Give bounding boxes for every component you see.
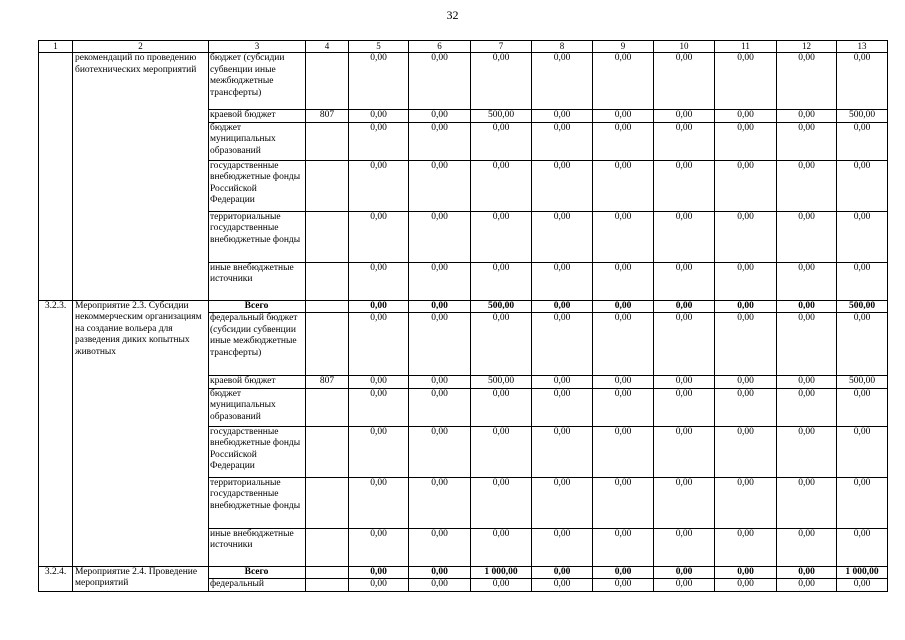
amount-col-6: 0,00 xyxy=(409,313,471,376)
table-body xyxy=(39,53,888,592)
amount-col-13: 500,00 xyxy=(837,376,888,389)
funding-source: краевой бюджет xyxy=(209,376,306,389)
amount-col-5: 0,00 xyxy=(349,426,409,477)
amount-col-10: 0,00 xyxy=(654,262,715,300)
page-number: 32 xyxy=(446,8,459,22)
amount-col-5: 0,00 xyxy=(349,122,409,160)
budget-code xyxy=(306,566,349,579)
amount-col-12: 0,00 xyxy=(777,110,837,123)
funding-source: бюджет (субсидии субвенции иные межбюджетные трансферты) xyxy=(209,53,306,110)
item-name: рекомендаций по проведению биотехнических мероприятий xyxy=(73,53,209,301)
amount-col-5: 0,00 xyxy=(349,579,409,592)
amount-col-13: 500,00 xyxy=(837,110,888,123)
amount-col-10: 0,00 xyxy=(654,313,715,376)
funding-source: иные внебюджетные источники xyxy=(209,528,306,566)
amount-col-7: 500,00 xyxy=(471,110,532,123)
amount-col-13: 0,00 xyxy=(837,122,888,160)
amount-col-8: 0,00 xyxy=(532,300,593,313)
budget-code xyxy=(306,426,349,477)
amount-col-7: 0,00 xyxy=(471,211,532,262)
amount-col-9: 0,00 xyxy=(593,477,654,528)
amount-col-7: 0,00 xyxy=(471,313,532,376)
funding-source: территориальные государственные внебюджетные фонды xyxy=(209,477,306,528)
amount-col-12: 0,00 xyxy=(777,426,837,477)
amount-col-5: 0,00 xyxy=(349,566,409,579)
amount-col-7: 0,00 xyxy=(471,528,532,566)
amount-col-13: 0,00 xyxy=(837,579,888,592)
amount-col-13: 0,00 xyxy=(837,53,888,110)
amount-col-5: 0,00 xyxy=(349,388,409,426)
amount-col-8: 0,00 xyxy=(532,376,593,389)
amount-col-6: 0,00 xyxy=(409,53,471,110)
column-number-6: 6 xyxy=(409,41,471,53)
amount-col-12: 0,00 xyxy=(777,262,837,300)
column-number-row xyxy=(39,41,888,53)
budget-code xyxy=(306,579,349,592)
amount-col-7: 1 000,00 xyxy=(471,566,532,579)
funding-source: бюджет муниципальных образований xyxy=(209,388,306,426)
item-code xyxy=(39,53,73,301)
column-number-11: 11 xyxy=(715,41,777,53)
amount-col-13: 0,00 xyxy=(837,528,888,566)
amount-col-7: 0,00 xyxy=(471,262,532,300)
amount-col-9: 0,00 xyxy=(593,579,654,592)
amount-col-13: 0,00 xyxy=(837,426,888,477)
amount-col-5: 0,00 xyxy=(349,376,409,389)
amount-col-13: 0,00 xyxy=(837,388,888,426)
table-row xyxy=(39,300,888,313)
budget-code: 807 xyxy=(306,110,349,123)
table-row xyxy=(39,566,888,579)
budget-code xyxy=(306,211,349,262)
amount-col-10: 0,00 xyxy=(654,110,715,123)
amount-col-6: 0,00 xyxy=(409,376,471,389)
amount-col-9: 0,00 xyxy=(593,528,654,566)
amount-col-7: 0,00 xyxy=(471,579,532,592)
amount-col-10: 0,00 xyxy=(654,528,715,566)
amount-col-13: 0,00 xyxy=(837,313,888,376)
amount-col-10: 0,00 xyxy=(654,477,715,528)
amount-col-10: 0,00 xyxy=(654,160,715,211)
column-number-7: 7 xyxy=(471,41,532,53)
amount-col-12: 0,00 xyxy=(777,313,837,376)
amount-col-7: 500,00 xyxy=(471,376,532,389)
amount-col-8: 0,00 xyxy=(532,211,593,262)
amount-col-7: 0,00 xyxy=(471,160,532,211)
amount-col-7: 0,00 xyxy=(471,477,532,528)
amount-col-8: 0,00 xyxy=(532,160,593,211)
column-number-9: 9 xyxy=(593,41,654,53)
amount-col-7: 500,00 xyxy=(471,300,532,313)
amount-col-12: 0,00 xyxy=(777,211,837,262)
amount-col-10: 0,00 xyxy=(654,211,715,262)
amount-col-7: 0,00 xyxy=(471,388,532,426)
amount-col-5: 0,00 xyxy=(349,528,409,566)
amount-col-6: 0,00 xyxy=(409,160,471,211)
amount-col-5: 0,00 xyxy=(349,160,409,211)
amount-col-5: 0,00 xyxy=(349,313,409,376)
amount-col-5: 0,00 xyxy=(349,300,409,313)
amount-col-8: 0,00 xyxy=(532,566,593,579)
amount-col-12: 0,00 xyxy=(777,300,837,313)
amount-col-9: 0,00 xyxy=(593,388,654,426)
amount-col-8: 0,00 xyxy=(532,313,593,376)
item-code: 3.2.4. xyxy=(39,566,73,591)
funding-source: государственные внебюджетные фонды Российской Федерации xyxy=(209,160,306,211)
amount-col-6: 0,00 xyxy=(409,566,471,579)
funding-source: краевой бюджет xyxy=(209,110,306,123)
amount-col-13: 0,00 xyxy=(837,262,888,300)
funding-source: иные внебюджетные источники xyxy=(209,262,306,300)
amount-col-11: 0,00 xyxy=(715,110,777,123)
amount-col-5: 0,00 xyxy=(349,110,409,123)
amount-col-10: 0,00 xyxy=(654,53,715,110)
funding-source: Всего xyxy=(209,566,306,579)
funding-source: Всего xyxy=(209,300,306,313)
amount-col-11: 0,00 xyxy=(715,376,777,389)
amount-col-8: 0,00 xyxy=(532,477,593,528)
amount-col-9: 0,00 xyxy=(593,122,654,160)
column-number-10: 10 xyxy=(654,41,715,53)
table-row xyxy=(39,53,888,110)
amount-col-12: 0,00 xyxy=(777,528,837,566)
amount-col-11: 0,00 xyxy=(715,528,777,566)
item-name: Мероприятие 2.4. Проведение мероприятий xyxy=(73,566,209,591)
column-number-5: 5 xyxy=(349,41,409,53)
amount-col-12: 0,00 xyxy=(777,376,837,389)
amount-col-11: 0,00 xyxy=(715,211,777,262)
funding-source: государственные внебюджетные фонды Российской Федерации xyxy=(209,426,306,477)
budget-code xyxy=(306,53,349,110)
amount-col-11: 0,00 xyxy=(715,313,777,376)
amount-col-5: 0,00 xyxy=(349,211,409,262)
amount-col-13: 0,00 xyxy=(837,477,888,528)
column-number-4: 4 xyxy=(306,41,349,53)
amount-col-10: 0,00 xyxy=(654,388,715,426)
funding-source: бюджет муниципальных образований xyxy=(209,122,306,160)
amount-col-6: 0,00 xyxy=(409,426,471,477)
amount-col-9: 0,00 xyxy=(593,566,654,579)
column-number-2: 2 xyxy=(73,41,209,53)
amount-col-10: 0,00 xyxy=(654,376,715,389)
amount-col-7: 0,00 xyxy=(471,53,532,110)
funding-source: территориальные государственные внебюджетные фонды xyxy=(209,211,306,262)
funding-source: федеральный xyxy=(209,579,306,592)
amount-col-12: 0,00 xyxy=(777,477,837,528)
amount-col-5: 0,00 xyxy=(349,477,409,528)
amount-col-6: 0,00 xyxy=(409,528,471,566)
column-number-8: 8 xyxy=(532,41,593,53)
amount-col-8: 0,00 xyxy=(532,262,593,300)
amount-col-11: 0,00 xyxy=(715,566,777,579)
amount-col-11: 0,00 xyxy=(715,388,777,426)
budget-code xyxy=(306,528,349,566)
amount-col-10: 0,00 xyxy=(654,579,715,592)
budget-code xyxy=(306,160,349,211)
column-number-3: 3 xyxy=(209,41,306,53)
amount-col-12: 0,00 xyxy=(777,122,837,160)
budget-code xyxy=(306,122,349,160)
amount-col-12: 0,00 xyxy=(777,53,837,110)
amount-col-8: 0,00 xyxy=(532,388,593,426)
amount-col-13: 1 000,00 xyxy=(837,566,888,579)
amount-col-10: 0,00 xyxy=(654,426,715,477)
budget-code xyxy=(306,262,349,300)
amount-col-11: 0,00 xyxy=(715,477,777,528)
budget-table xyxy=(38,40,888,592)
amount-col-8: 0,00 xyxy=(532,579,593,592)
amount-col-13: 500,00 xyxy=(837,300,888,313)
amount-col-12: 0,00 xyxy=(777,579,837,592)
amount-col-10: 0,00 xyxy=(654,122,715,160)
amount-col-12: 0,00 xyxy=(777,388,837,426)
amount-col-9: 0,00 xyxy=(593,211,654,262)
amount-col-11: 0,00 xyxy=(715,53,777,110)
column-number-1: 1 xyxy=(39,41,73,53)
amount-col-12: 0,00 xyxy=(777,160,837,211)
amount-col-7: 0,00 xyxy=(471,426,532,477)
amount-col-11: 0,00 xyxy=(715,160,777,211)
amount-col-9: 0,00 xyxy=(593,110,654,123)
amount-col-9: 0,00 xyxy=(593,160,654,211)
amount-col-6: 0,00 xyxy=(409,262,471,300)
amount-col-9: 0,00 xyxy=(593,426,654,477)
column-number-13: 13 xyxy=(837,41,888,53)
amount-col-11: 0,00 xyxy=(715,579,777,592)
amount-col-8: 0,00 xyxy=(532,53,593,110)
amount-col-10: 0,00 xyxy=(654,566,715,579)
amount-col-5: 0,00 xyxy=(349,53,409,110)
amount-col-8: 0,00 xyxy=(532,110,593,123)
amount-col-6: 0,00 xyxy=(409,300,471,313)
amount-col-6: 0,00 xyxy=(409,110,471,123)
amount-col-8: 0,00 xyxy=(532,528,593,566)
amount-col-11: 0,00 xyxy=(715,426,777,477)
amount-col-12: 0,00 xyxy=(777,566,837,579)
amount-col-8: 0,00 xyxy=(532,122,593,160)
amount-col-13: 0,00 xyxy=(837,211,888,262)
budget-code xyxy=(306,477,349,528)
amount-col-7: 0,00 xyxy=(471,122,532,160)
amount-col-6: 0,00 xyxy=(409,579,471,592)
amount-col-9: 0,00 xyxy=(593,300,654,313)
amount-col-9: 0,00 xyxy=(593,313,654,376)
column-number-12: 12 xyxy=(777,41,837,53)
budget-code xyxy=(306,313,349,376)
item-code: 3.2.3. xyxy=(39,300,73,566)
funding-source: федеральный бюджет (субсидии субвенции иные межбюджетные трансферты) xyxy=(209,313,306,376)
amount-col-6: 0,00 xyxy=(409,477,471,528)
amount-col-6: 0,00 xyxy=(409,211,471,262)
budget-code xyxy=(306,388,349,426)
item-name: Мероприятие 2.3. Субсидии некоммерческим организациям на создание вольера для разведения диких копытных животных xyxy=(73,300,209,566)
amount-col-13: 0,00 xyxy=(837,160,888,211)
budget-code: 807 xyxy=(306,376,349,389)
amount-col-10: 0,00 xyxy=(654,300,715,313)
amount-col-11: 0,00 xyxy=(715,300,777,313)
amount-col-11: 0,00 xyxy=(715,262,777,300)
amount-col-5: 0,00 xyxy=(349,262,409,300)
budget-code xyxy=(306,300,349,313)
amount-col-8: 0,00 xyxy=(532,426,593,477)
amount-col-6: 0,00 xyxy=(409,388,471,426)
amount-col-9: 0,00 xyxy=(593,262,654,300)
amount-col-9: 0,00 xyxy=(593,53,654,110)
amount-col-9: 0,00 xyxy=(593,376,654,389)
amount-col-6: 0,00 xyxy=(409,122,471,160)
amount-col-11: 0,00 xyxy=(715,122,777,160)
